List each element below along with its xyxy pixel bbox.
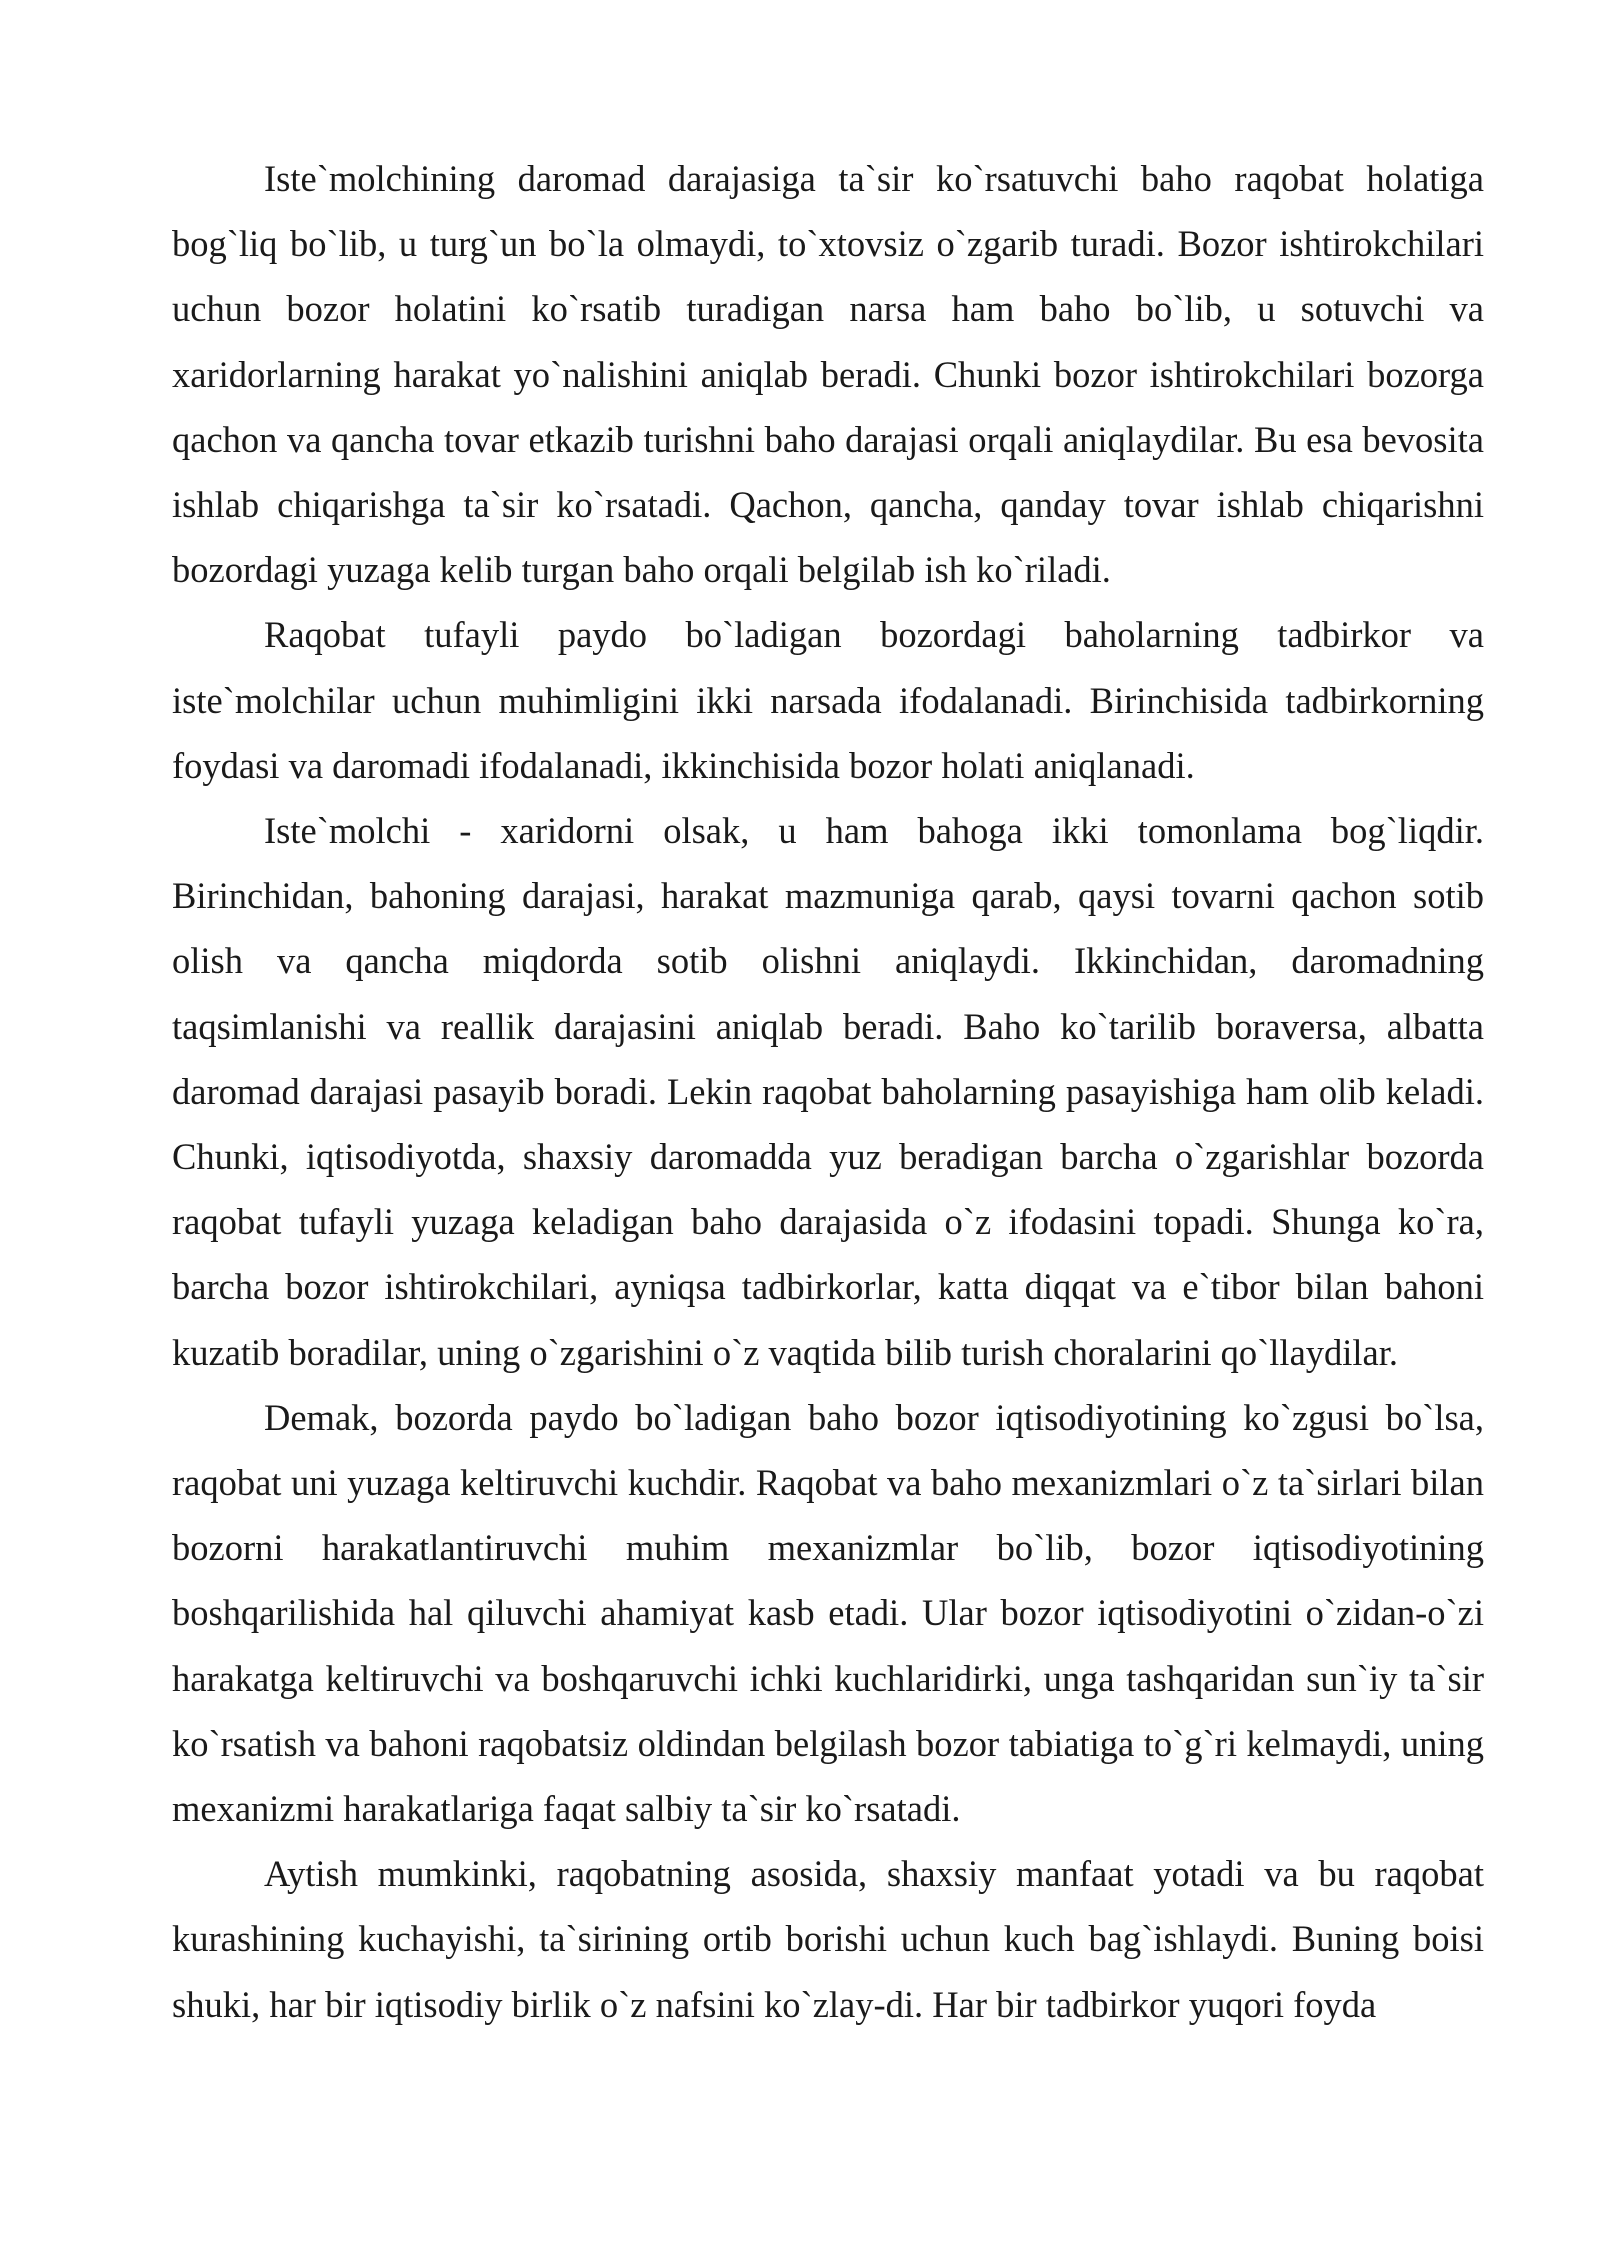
document-body [172, 146, 1484, 2037]
paragraph-2: Raqobat tufayli paydo bo`ladigan bozordagi baholarning tadbirkor va iste`molchilar uchun muhimligini ikki narsada ifodalanadi. Birinchisida tadbirkorning foydasi va daromadi ifodalanadi, ikkinchisida bozor holati aniqlanadi. [172, 614, 1484, 786]
paragraph-3: Iste`molchi - xaridorni olsak, u ham bahoga ikki tomonlama bog`liqdir. Birinchidan, bahoning darajasi, harakat mazmuniga qarab, qaysi tovarni qachon sotib olish va qancha miqdorda sotib olishni aniqlaydi. Ikkinchidan, daromadning taqsimlanishi va reallik darajasini aniqlab beradi. Baho ko`tarilib boraversa, albatta daromad darajasi pasayib boradi. Lekin raqobat baholarning pasayishiga ham olib keladi. Chunki, iqtisodiyotda, shaxsiy daromadda yuz beradigan barcha o`zgarishlar bozorda raqobat tufayli yuzaga keladigan baho darajasida o`z ifodasini topadi. Shunga ko`ra, barcha bozor ishtirokchilari, ayniqsa tadbirkorlar, katta diqqat va e`tibor bilan bahoni kuzatib boradilar, uning o`zgarishini o`z vaqtida bilib turish choralarini qo`llaydilar. [172, 810, 1484, 1373]
paragraph-1: Iste`molchining daromad darajasiga ta`sir ko`rsatuvchi baho raqobat holatiga bog`liq bo`lib, u turg`un bo`la olmaydi, to`xtovsiz o`zgarib turadi. Bozor ishtirokchilari uchun bozor holatini ko`rsatib turadigan narsa ham baho bo`lib, u sotuvchi va xaridorlarning harakat yo`nalishini aniqlab beradi. Chunki bozor ishtirokchilari bozorga qachon va qancha tovar etkazib turishni baho darajasi orqali aniqlaydilar. Bu esa bevosita ishlab chiqarishga ta`sir ko`rsatadi. Qachon, qancha, qanday tovar ishlab chiqarishni bozordagi yuzaga kelib turgan baho orqali belgilab ish ko`riladi. [172, 158, 1484, 591]
paragraph-4: Demak, bozorda paydo bo`ladigan baho bozor iqtisodiyotining ko`zgusi bo`lsa, raqobat uni yuzaga keltiruvchi kuchdir. Raqobat va baho mexanizmlari o`z ta`sirlari bilan bozorni harakatlantiruvchi muhim mexanizmlar bo`lib, bozor iqtisodiyotining boshqarilishida hal qiluvchi ahamiyat kasb etadi. Ular bozor iqtisodiyotini o`zidan-o`zi harakatga keltiruvchi va boshqaruvchi ichki kuchlaridirki, unga tashqaridan sun`iy ta`sir ko`rsatish va bahoni raqobatsiz oldindan belgilash bozor tabiatiga to`g`ri kelmaydi, uning mexanizmi harakatlariga faqat salbiy ta`sir ko`rsatadi. [172, 1396, 1484, 1830]
paragraph-5: Aytish mumkinki, raqobatning asosida, shaxsiy manfaat yotadi va bu raqobat kurashining kuchayishi, ta`sirining ortib borishi uchun kuch bag`ishlaydi. Buning boisi shuki, har bir iqtisodiy birlik o`z nafsini ko`zlay-di. Har bir tadbirkor yuqori foyda [172, 1853, 1484, 2025]
